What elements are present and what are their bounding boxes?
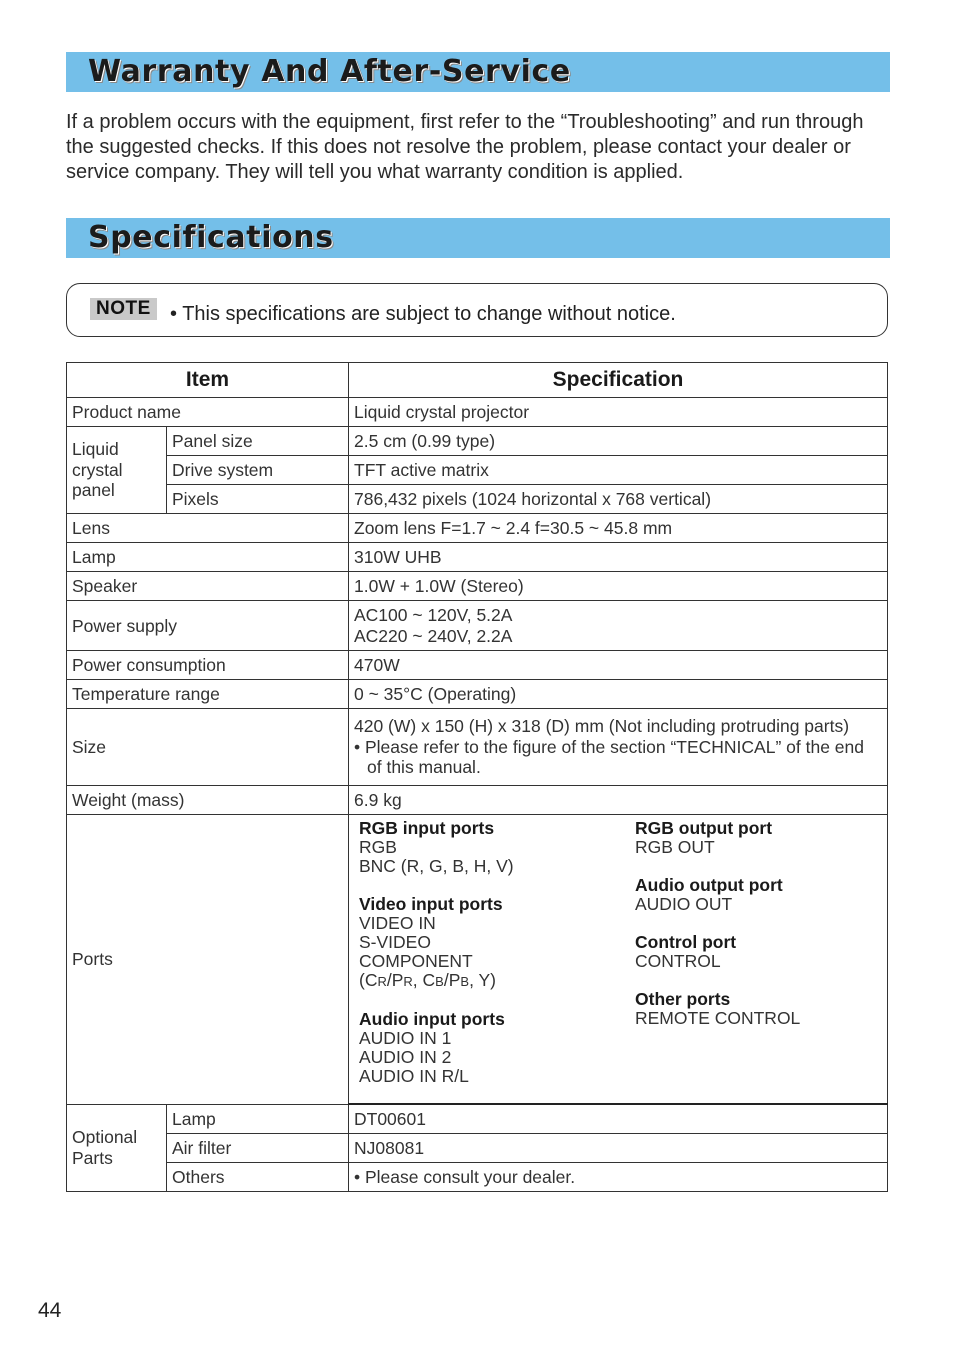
port-item: AUDIO IN R/L: [359, 1066, 469, 1086]
table-header-row: [67, 363, 888, 398]
port-group: [635, 933, 895, 971]
specifications-table: [66, 362, 888, 1192]
port-item: AUDIO OUT: [635, 894, 733, 914]
row-label: Lamp: [67, 543, 349, 572]
value-line: AC100 ~ 120V, 5.2A: [354, 605, 513, 625]
port-group-heading: Control port: [635, 932, 737, 952]
value-note: • Please refer to the figure of the section “TECHNICAL” of the end of this manual.: [354, 736, 864, 778]
port-group-heading: RGB input ports: [359, 818, 495, 838]
sub-label: Lamp: [167, 1104, 349, 1134]
row-label: Power supply: [67, 601, 349, 651]
table-row: [67, 1134, 888, 1163]
port-group-heading: Video input ports: [359, 894, 503, 914]
sub-label: Panel size: [167, 427, 349, 456]
row-value: 2.5 cm (0.99 type): [349, 427, 888, 456]
table-row-ports: [67, 815, 888, 1105]
port-item: REMOTE CONTROL: [635, 1008, 801, 1028]
header-specification: Specification: [349, 363, 888, 398]
note-text: • This specifications are subject to change without notice.: [170, 303, 676, 325]
component-text: B: [460, 974, 470, 989]
table-row: [67, 398, 888, 427]
port-group-heading: Audio output port: [635, 875, 783, 895]
component-text: , C: [412, 970, 436, 990]
ports-cell: [349, 815, 888, 1105]
row-value: NJ08081: [349, 1134, 888, 1163]
row-value: Zoom lens F=1.7 ~ 2.4 f=30.5 ~ 45.8 mm: [349, 514, 888, 543]
port-group: [359, 819, 619, 876]
row-label: Lens: [67, 514, 349, 543]
component-text: B: [435, 974, 444, 989]
port-group-heading: Audio input ports: [359, 1009, 505, 1029]
port-item: S-VIDEO: [359, 932, 431, 952]
warranty-title: Warranty And After-Service: [88, 54, 571, 89]
port-group: [359, 1010, 619, 1086]
table-row: [67, 680, 888, 709]
row-value: [349, 709, 888, 786]
note-box: [66, 283, 888, 337]
header-item: Item: [67, 363, 349, 398]
table-row: [67, 456, 888, 485]
table-row: [67, 601, 888, 651]
label-line: Parts: [72, 1147, 113, 1168]
table-row: [67, 572, 888, 601]
row-label: Size: [67, 709, 349, 786]
row-label-lcd-panel: [67, 427, 167, 514]
row-value: 1.0W + 1.0W (Stereo): [349, 572, 888, 601]
port-group: [359, 895, 619, 991]
row-value: 6.9 kg: [349, 786, 888, 815]
table-row: [67, 1104, 888, 1134]
row-label: Weight (mass): [67, 786, 349, 815]
table-row: [67, 514, 888, 543]
component-text: (C: [359, 970, 378, 990]
value-line: 420 (W) x 150 (H) x 318 (D) mm (Not including protruding parts): [354, 716, 850, 737]
label-line: Liquid: [72, 439, 119, 460]
port-item: AUDIO IN 1: [359, 1028, 452, 1048]
specifications-title: Specifications: [88, 220, 334, 255]
table-row: [67, 1163, 888, 1192]
warranty-banner: [66, 52, 890, 92]
component-text: /P: [386, 970, 404, 990]
row-value: 786,432 pixels (1024 horizontal x 768 vertical): [349, 485, 888, 514]
port-group: [635, 819, 895, 857]
row-value: 470W: [349, 651, 888, 680]
table-row: [67, 485, 888, 514]
sub-label: Pixels: [167, 485, 349, 514]
sub-label: Others: [167, 1163, 349, 1192]
port-item: RGB OUT: [635, 837, 715, 857]
port-item: CONTROL: [635, 951, 721, 971]
label-line: crystal: [72, 459, 123, 480]
port-item: RGB: [359, 837, 397, 857]
table-row: [67, 709, 888, 786]
warranty-body: If a problem occurs with the equipment, first refer to the “Troubleshooting” and run through the suggested checks. If this does not resolve the problem, please contact your dealer or service company. They will tell you what warranty condition is applied.: [66, 111, 864, 183]
row-value: DT00601: [349, 1104, 888, 1134]
row-label: Temperature range: [67, 680, 349, 709]
port-group: [635, 876, 895, 914]
sub-label: Drive system: [167, 456, 349, 485]
label-line: panel: [72, 480, 115, 501]
ports-column-outputs: [635, 819, 895, 1047]
table-row: [67, 543, 888, 572]
port-item: AUDIO IN 2: [359, 1047, 452, 1067]
row-label: Power consumption: [67, 651, 349, 680]
port-group: [635, 990, 895, 1028]
port-item: BNC (R, G, B, H, V): [359, 856, 514, 876]
port-group-heading: RGB output port: [635, 818, 773, 838]
port-item: VIDEO IN: [359, 913, 436, 933]
label-line: Optional: [72, 1127, 138, 1148]
row-value: 0 ~ 35°C (Operating): [349, 680, 888, 709]
page-number: 44: [38, 1299, 62, 1322]
table-row: [67, 786, 888, 815]
component-text: , Y): [469, 970, 496, 990]
component-text: /P: [443, 970, 461, 990]
row-value: [349, 601, 888, 651]
row-value: Liquid crystal projector: [349, 398, 888, 427]
value-line: AC220 ~ 240V, 2.2A: [354, 625, 513, 646]
row-value: 310W UHB: [349, 543, 888, 572]
table-row: [67, 427, 888, 456]
row-label: Product name: [67, 398, 349, 427]
port-item-component-signals: [359, 971, 619, 991]
row-label: Ports: [67, 815, 349, 1105]
note-tag: NOTE: [90, 298, 157, 320]
component-text: R: [403, 974, 413, 989]
ports-column-inputs: [359, 819, 619, 1105]
row-value: TFT active matrix: [349, 456, 888, 485]
specifications-banner: [66, 218, 890, 258]
row-value: • Please consult your dealer.: [349, 1163, 888, 1192]
port-item: COMPONENT: [359, 951, 473, 971]
table-row: [67, 651, 888, 680]
component-text: R: [377, 974, 387, 989]
row-label: Speaker: [67, 572, 349, 601]
port-group-heading: Other ports: [635, 989, 731, 1009]
row-label-optional-parts: [67, 1104, 167, 1192]
sub-label: Air filter: [167, 1134, 349, 1163]
